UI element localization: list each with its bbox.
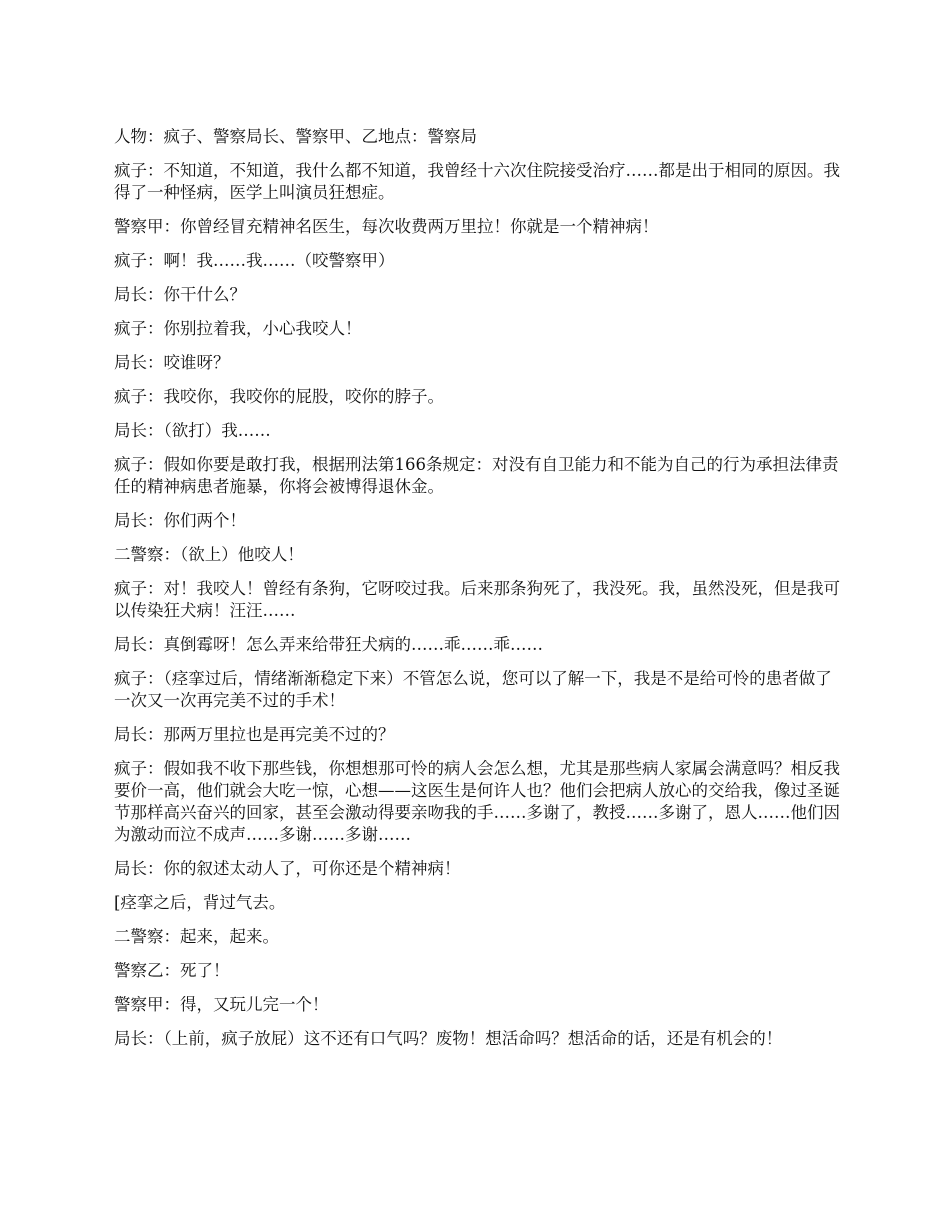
paragraph-dialogue: 疯子：假如我不收下那些钱，你想想那可怜的病人会怎么想，尤其是那些病人家属会满意吗？相反我要价一高，他们就会大吃一惊，心想——这医生是何许人也？他们会把病人放心的交给我，像过圣诞节那样高兴奋兴的回家，甚至会激动得要亲吻我的手……多谢了，教授……多谢了，恩人……他们因为激动而泣不成声……多谢……多谢……	[114, 759, 840, 844]
paragraph-dialogue: 疯子：啊！我……我……（咬警察甲）	[114, 251, 395, 270]
paragraph-dialogue: 局长：（上前，疯子放屁）这不还有口气吗？废物！想活命吗？想活命的话，还是有机会的！	[114, 1029, 783, 1048]
paragraph-dialogue: 警察甲：你曾经冒充精神名医生，每次收费两万里拉！你就是一个精神病！	[114, 217, 659, 236]
paragraph-dialogue: 局长：你干什么？	[114, 285, 246, 304]
paragraph-dialogue: 疯子：对！我咬人！曾经有条狗，它呀咬过我。后来那条狗死了，我没死。我，虽然没死，但是我可以传染狂犬病！汪汪……	[114, 579, 840, 620]
paragraph-dialogue: 警察甲：得，又玩儿完一个！	[114, 995, 329, 1014]
paragraph-dialogue: 疯子：我咬你，我咬你的屁股，咬你的脖子。	[114, 387, 444, 406]
paragraph-dialogue: 疯子：假如你要是敢打我，根据刑法第166条规定：对没有自卫能力和不能为自己的行为承担法律责任的精神病患者施暴，你将会被博得退休金。	[114, 455, 839, 496]
paragraph-dialogue: 疯子：你别拉着我，小心我咬人！	[114, 319, 362, 338]
paragraph-dialogue: 局长：你的叙述太动人了，可你还是个精神病！	[114, 859, 461, 878]
paragraph-setting: 人物：疯子、警察局长、警察甲、乙地点：警察局	[114, 127, 477, 146]
paragraph-dialogue: 二警察：起来，起来。	[114, 927, 279, 946]
paragraph-dialogue: 疯子：不知道，不知道，我什么都不知道，我曾经十六次住院接受治疗……都是出于相同的原因。我得了一种怪病，医学上叫演员狂想症。	[114, 161, 840, 202]
paragraph-dialogue: 局长：真倒霉呀！怎么弄来给带狂犬病的……乖……乖……	[114, 635, 543, 654]
paragraph-dialogue: 二警察：（欲上）他咬人！	[114, 545, 304, 564]
paragraph-dialogue: 局长：那两万里拉也是再完美不过的？	[114, 725, 395, 744]
paragraph-dialogue: 局长：（欲打）我……	[114, 421, 271, 440]
paragraph-dialogue: 警察乙：死了！	[114, 961, 230, 980]
paragraph-stage-direction: [痉挛之后，背过气去。	[114, 893, 286, 912]
paragraph-dialogue: 局长：咬谁呀？	[114, 353, 230, 372]
paragraph-dialogue: 局长：你们两个！	[114, 511, 246, 530]
paragraph-dialogue: 疯子：（痉挛过后，情绪渐渐稳定下来）不管怎么说，您可以了解一下，我是不是给可怜的患者做了一次又一次再完美不过的手术！	[114, 669, 832, 710]
